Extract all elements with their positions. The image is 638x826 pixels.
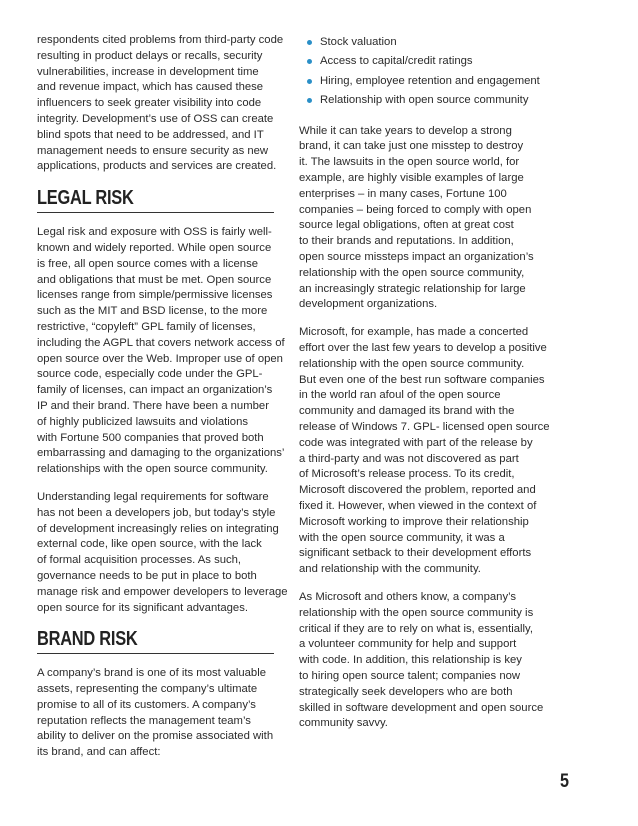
text-line: brand, it can take just one misstep to destroy [299,140,524,153]
legal-risk-paragraph-2 [37,490,287,616]
text-line: Understanding legal requirements for software [37,490,269,503]
bullet-dot-icon [307,59,312,64]
list-item: Relationship with open source community [299,91,551,110]
text-line: release of Windows 7. GPL- licensed open source [299,420,550,433]
text-line: including the AGPL that covers network access of [37,336,285,349]
text-line: of development increasingly relies on integrating [37,522,279,535]
text-line: its brand, and can affect: [37,746,161,759]
text-line: open source over the Web. Improper use of open [37,352,283,365]
text-line: significant setback to their development efforts [299,547,532,560]
text-line: management needs to ensure security as new [37,144,269,157]
text-line: with Fortune 500 companies that proved both [37,431,264,444]
text-line: of formal acquisition processes. As such, [37,554,242,567]
text-line: effort over the last few years to develop a positive [299,341,547,354]
brand-risk-heading: BRAND RISK [37,628,138,651]
text-line: family of licenses, can impact an organization’s [37,384,273,397]
text-line: community and damaged its brand with the [299,405,515,418]
legal-risk-rule [37,212,274,213]
text-line: While it can take years to develop a strong [299,124,512,137]
text-line: vulnerabilities, increase in development time [37,65,259,78]
intro-paragraph [37,33,287,175]
text-line: external code, like open source, with the lack [37,538,262,551]
bullet-dot-icon [307,40,312,45]
microsoft-example-paragraph [299,325,551,578]
list-item: Access to capital/credit ratings [299,52,551,71]
list-item: Hiring, employee retention and engagement [299,72,551,91]
text-line: source code, especially code under the GPL- [37,368,263,381]
legal-risk-paragraph-1 [37,225,287,478]
text-line: an increasingly strategic relationship for large [299,282,526,295]
text-line: to hiring open source talent; companies now [299,669,521,682]
brand-risk-section [37,628,287,761]
text-line: governance needs to be put in place to both [37,569,257,582]
text-line: embarrassing and damaging to the organizations’ [37,447,285,460]
text-line: restrictive, “copyleft” GPL family of licenses, [37,320,256,333]
text-line: is free, all open source comes with a license [37,257,259,270]
text-line: respondents cited problems from third-party code [37,34,284,46]
page-number: 5 [560,771,569,792]
text-line: and relationship with the community. [299,563,481,576]
bullet-dot-icon [307,79,312,84]
text-line: with code. In addition, this relationship is key [299,654,522,667]
text-line: it. The lawsuits in the open source world, for [299,156,520,169]
text-line: ability to deliver on the promise associated with [37,730,274,743]
text-line: relationship with the open source community is [299,606,534,619]
text-line: But even one of the best run software companies [299,373,545,386]
list-item: Stock valuation [299,33,551,52]
bullet-dot-icon [307,98,312,103]
text-line: has not been a developers job, but today’s style [37,506,276,519]
text-line: example, are highly visible examples of large [299,172,524,185]
text-line: source legal obligations, often at great cost [299,219,514,232]
text-line: with the open source community, it was a [299,531,505,544]
brand-impact-list [299,33,551,111]
text-line: and obligations that must be met. Open source [37,273,272,286]
text-line: integrity. Development’s use of OSS can create [37,112,274,125]
text-line: resulting in product delays or recalls, security [37,49,263,62]
text-line: IP and their brand. There have been a number [37,399,269,412]
text-line: promise to all of its customers. A company’s [37,698,256,711]
text-line: assets, representing the company’s ultimate [37,683,258,696]
text-line: Microsoft working to improve their relationship [299,515,529,528]
text-line: influencers to seek greater visibility into code [37,97,262,110]
text-line: Legal risk and exposure with OSS is fairly well- [37,226,272,239]
text-line: of highly publicized lawsuits and violations [37,415,248,428]
text-line: critical if they are to rely on what is, essentially, [299,622,533,635]
text-line: of Microsoft’s release process. To its credit, [299,468,515,481]
text-line: licenses range from simple/permissive licenses [37,289,273,302]
left-column [37,33,287,773]
text-line: strategically seek developers who are both [299,685,513,698]
legal-risk-heading: LEGAL RISK [37,187,134,210]
text-line: As Microsoft and others know, a company’s [299,590,517,603]
text-line: open source missteps impact an organization’s [299,251,534,263]
text-line: manage risk and empower developers to leverage [37,585,288,598]
text-line: a third-party and was not discovered as part [299,452,519,465]
text-line: Microsoft, for example, has made a concerted [299,326,529,339]
text-line: code was integrated with part of the release by [299,436,533,449]
right-column [299,33,551,744]
text-line: fixed it. However, when viewed in the context of [299,499,537,512]
text-line: known and widely reported. While open source [37,241,272,254]
text-line: community savvy. [299,717,388,730]
text-line: skilled in software development and open source [299,701,544,714]
text-line: such as the MIT and BSD license, to the more [37,305,268,318]
text-line: in the world ran afoul of the open source [299,389,501,402]
brand-risk-rule [37,653,274,654]
text-line: reputation reflects the management team’s [37,714,251,727]
text-line: open source for its significant advantages. [37,601,249,614]
text-line: development organizations. [299,298,438,311]
text-line: a volunteer community for help and support [299,638,517,651]
text-line: relationship with the open source community, [299,266,525,279]
community-relationship-paragraph [299,590,551,732]
text-line: blind spots that need to be addressed, and IT [37,128,264,141]
brand-risk-paragraph [37,666,287,761]
legal-risk-section [37,187,287,616]
text-line: and revenue impact, which has caused these [37,81,264,94]
text-line: relationships with the open source community. [37,463,268,476]
text-line: to their brands and reputations. In addition, [299,235,514,248]
text-line: enterprises – in many cases, Fortune 100 [299,187,507,200]
text-line: Microsoft discovered the problem, reported and [299,484,536,497]
brand-misstep-paragraph [299,124,551,314]
text-line: relationship with the open source community. [299,357,525,370]
text-line: applications, products and services are created. [37,160,277,173]
text-line: companies – being forced to comply with open [299,203,532,216]
text-line: A company’s brand is one of its most valuable [37,667,266,680]
